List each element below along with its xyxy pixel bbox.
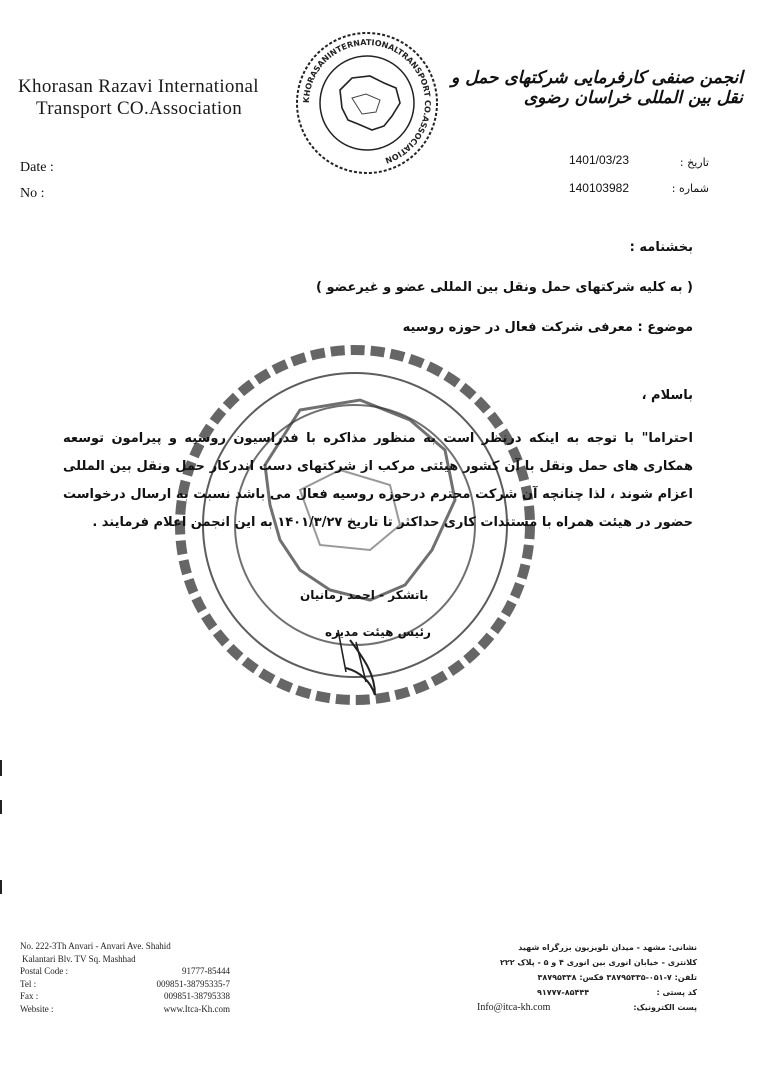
footer-fa-address-line1: نشانی: مشهد - میدان تلویزیون بزرگراه شهید xyxy=(518,943,697,952)
subject-line: موضوع : معرفی شرکت فعال در حوزه روسیه xyxy=(402,320,693,335)
footer-tel-row xyxy=(20,978,230,991)
margin-mark xyxy=(0,800,2,814)
footer-fa-postal-row xyxy=(477,985,697,1000)
footer-website-row xyxy=(20,1003,230,1016)
logo-ring-text: KHORASANINTERNATIONALTRANSPORT CO.ASSOCIATION xyxy=(301,37,433,165)
fax-label: Fax : xyxy=(20,991,39,1001)
number-label-fa: شماره : xyxy=(671,182,709,195)
org-name-en-line2: Transport CO.Association xyxy=(36,98,243,119)
footer-fa-postal-value: ۹۱۷۷۷-۸۵۴۴۴ xyxy=(537,988,590,997)
greeting-line: باسلام ، xyxy=(641,388,693,403)
margin-mark xyxy=(0,880,2,894)
fax-value: 009851-38795338 xyxy=(164,991,230,1001)
circular-heading: بخشنامه : xyxy=(629,240,693,255)
signatory-title: رئیس هیئت مدیره xyxy=(325,625,431,639)
date-label-en: Date : xyxy=(20,160,54,175)
footer-fa-email-row xyxy=(477,1000,697,1015)
svg-text:KHORASANINTERNATIONALTRANSPORT xyxy=(302,38,432,165)
footer-fa-postal-label: کد پستی : xyxy=(656,988,697,997)
footer-fa xyxy=(477,940,697,1015)
footer-email-link[interactable]: Info@itca-kh.com xyxy=(477,1002,551,1013)
association-logo xyxy=(292,28,442,178)
postal-label: Postal Code : xyxy=(20,966,69,976)
margin-mark xyxy=(0,760,2,776)
org-name-en xyxy=(18,76,259,120)
org-name-en-line1: Khorasan Razavi International xyxy=(18,76,259,97)
footer-en xyxy=(20,940,235,1015)
thanks-line: باتشکر - احمد زمانیان xyxy=(300,588,429,602)
tel-label: Tel : xyxy=(20,978,37,989)
website-link[interactable]: www.Itca-Kh.com xyxy=(163,1003,230,1014)
postal-value: 91777-85444 xyxy=(182,966,230,976)
date-label-fa: تاریخ : xyxy=(679,156,709,169)
footer-postal-row xyxy=(20,965,230,978)
date-value: 1401/03/23 xyxy=(568,153,629,167)
recipients-line: ( به کلیه شرکتهای حمل ونقل بین المللی عضو و غیرعضو ) xyxy=(316,280,693,295)
footer-fa-phone: تلفن: ۷-۰۵۱-۳۸۷۹۵۳۳۵ فکس: ۳۸۷۹۵۳۳۸ xyxy=(537,973,697,982)
org-name-fa: انجمن صنفی کارفرمایی شرکتهای حمل و نقل بین المللی خراسان رضوی xyxy=(451,68,743,108)
number-value: 140103982 xyxy=(568,181,629,195)
letter-paragraph: احتراما" با توجه به اینکه درنظر است به منظور مذاکره با فدراسیون روسیه و پیرامون توسعه همکاری های حمل ونقل با آن کشور هیئتی مرکب از شرکتهای دست اندرکار حمل ونقل بین المللی اعزام شوند ، لذا چنانچه آن شرکت محترم درحوزه روسیه فعال می باشد نسبت به ارسال درخواست حضور در هیئت همراه با مستندات کاری حداکثر تا تاریخ ۱۴۰۱/۳/۲۷ به این انجمن اعلام فرمایند . xyxy=(63,431,693,530)
website-label: Website : xyxy=(20,1003,54,1014)
footer-address-line1: No. 222-3Th Anvari - Anvari Ave. Shahid xyxy=(20,941,171,951)
footer-fa-address-line2: کلانتری - خیابان انوری بین انوری ۴ و ۵ - پلاک ۲۲۲ xyxy=(499,958,697,967)
tel-value: 009851-38795335-7 xyxy=(156,978,230,989)
footer-fax-row xyxy=(20,990,230,1003)
no-label-en: No : xyxy=(20,186,45,201)
footer-address-line2: Kalantari Blv. TV Sq. Mashhad xyxy=(22,953,136,964)
footer-fa-email-label: پست الکترونیک: xyxy=(633,1003,697,1012)
